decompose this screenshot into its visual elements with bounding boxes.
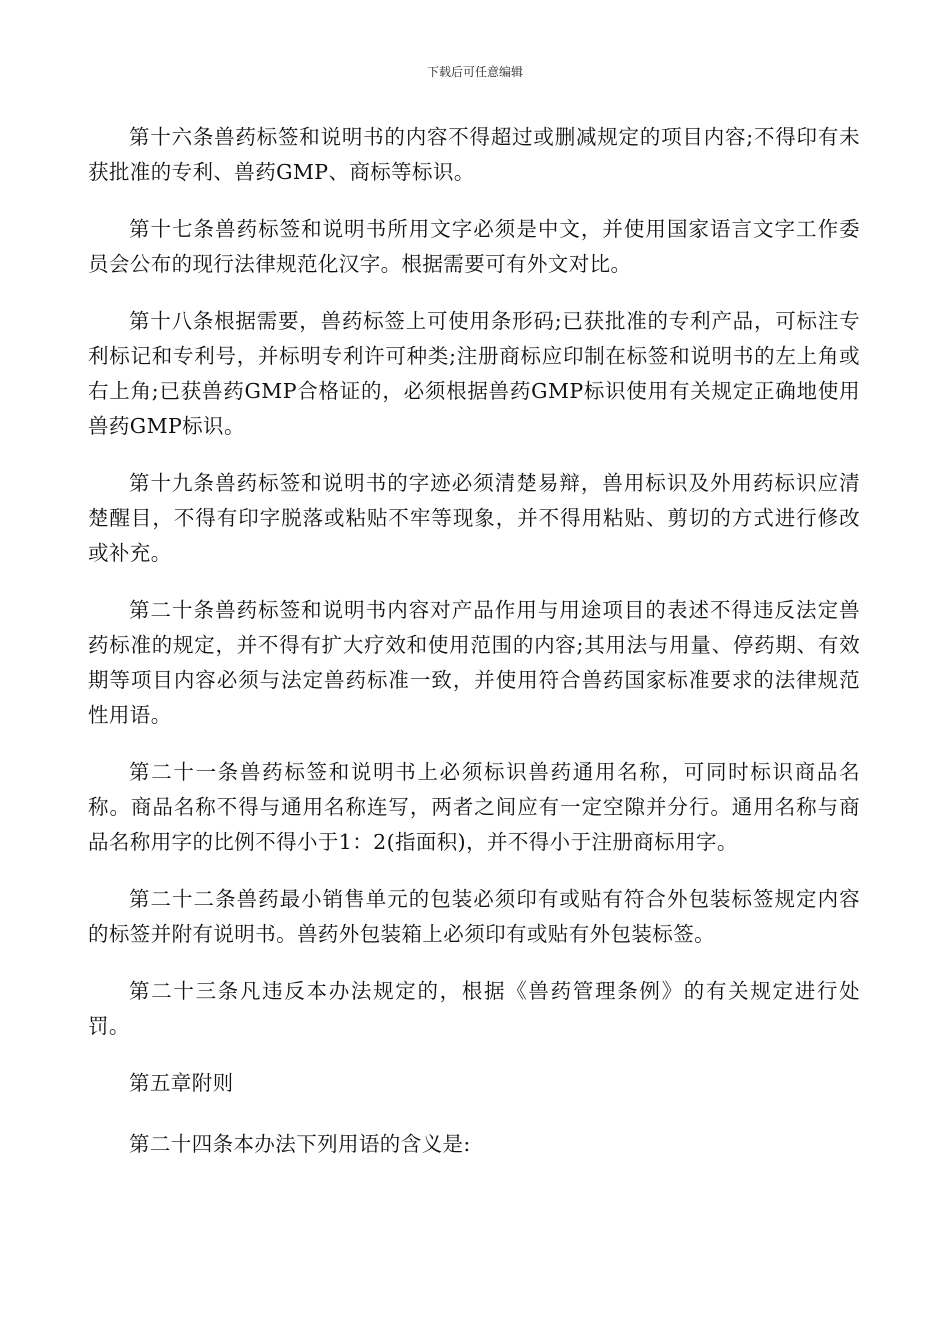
article-19-paragraph: 第十九条兽药标签和说明书的字迹必须清楚易辩，兽用标识及外用药标识应清楚醒目，不得有印字脱落或粘贴不牢等现象，并不得用粘贴、剪切的方式进行修改或补充。 (88, 471, 860, 565)
article-16-paragraph: 第十六条兽药标签和说明书的内容不得超过或删减规定的项目内容;不得印有未获批准的专利、兽药GMP、商标等标识。 (88, 125, 860, 184)
article-23-paragraph: 第二十三条凡违反本办法规定的，根据《兽药管理条例》的有关规定进行处罚。 (88, 979, 860, 1038)
article-22-paragraph: 第二十二条兽药最小销售单元的包装必须印有或贴有符合外包装标签规定内容的标签并附有说明书。兽药外包装箱上必须印有或贴有外包装标签。 (88, 887, 860, 946)
article-24-paragraph: 第二十四条本办法下列用语的含义是: (129, 1132, 471, 1156)
article-20-paragraph: 第二十条兽药标签和说明书内容对产品作用与用途项目的表述不得违反法定兽药标准的规定，并不得有扩大疗效和使用范围的内容;其用法与用量、停药期、有效期等项目内容必须与法定兽药标准一致，并使用符合兽药国家标准要求的法律规范性用语。 (88, 598, 860, 727)
chapter-5-heading: 第五章附则 (129, 1071, 234, 1095)
article-18-paragraph: 第十八条根据需要，兽药标签上可使用条形码;已获批准的专利产品，可标注专利标记和专利号，并标明专利许可种类;注册商标应印制在标签和说明书的左上角或右上角;已获兽药GMP合格证的，必须根据兽药GMP标识使用有关规定正确地使用兽药GMP标识。 (88, 309, 860, 438)
document-body (88, 120, 860, 1184)
article-21-paragraph: 第二十一条兽药标签和说明书上必须标识兽药通用名称，可同时标识商品名称。商品名称不得与通用名称连写，两者之间应有一定空隙并分行。通用名称与商品名称用字的比例不得小于1：2(指面积)，并不得小于注册商标用字。 (88, 760, 860, 854)
page-header-note: 下载后可任意编辑 (426, 65, 523, 79)
article-17-paragraph: 第十七条兽药标签和说明书所用文字必须是中文，并使用国家语言文字工作委员会公布的现行法律规范化汉字。根据需要可有外文对比。 (88, 217, 860, 276)
